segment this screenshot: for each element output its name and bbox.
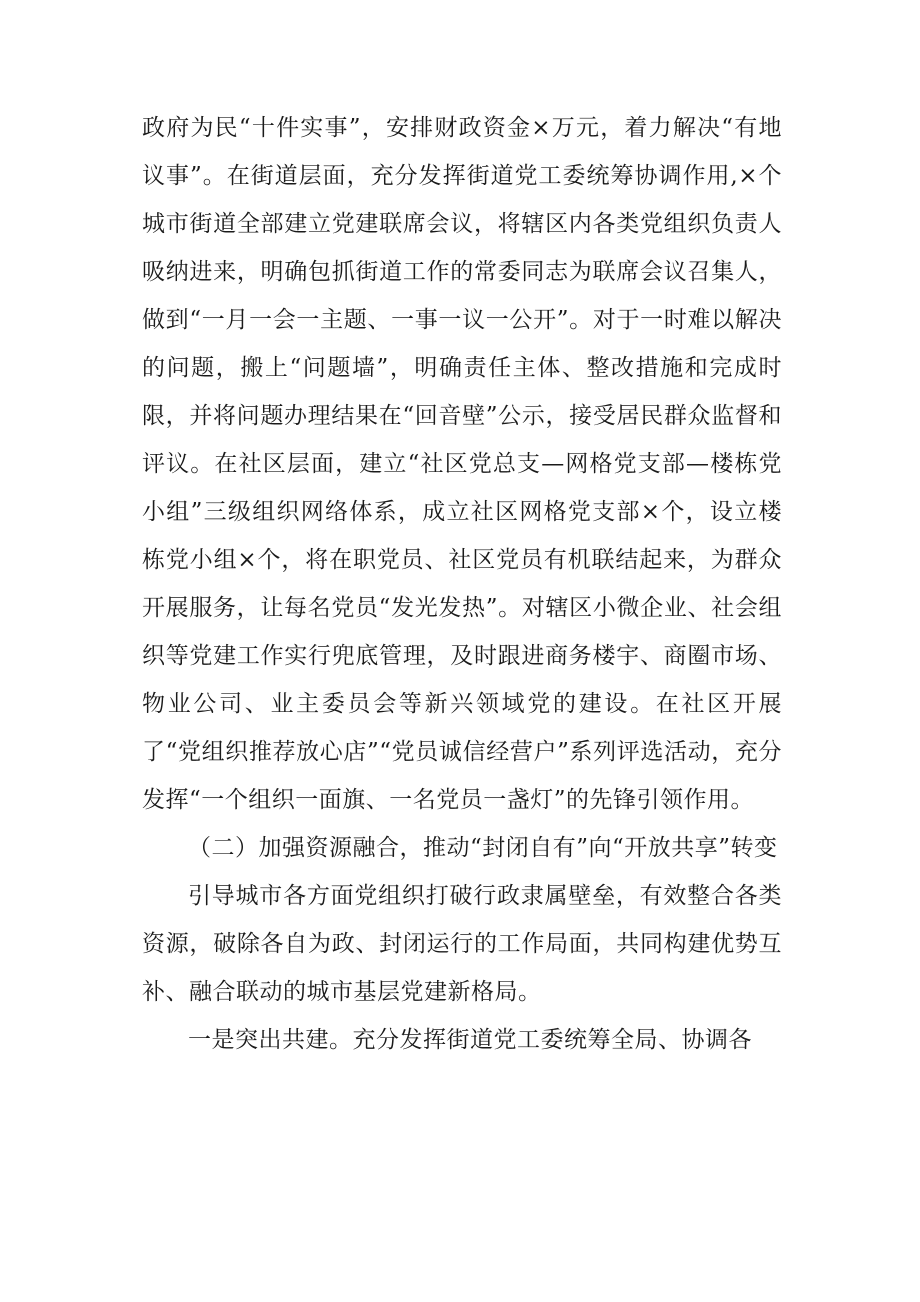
document-body — [142, 104, 782, 1064]
section-heading-2: （二）加强资源融合，推动“封闭自有”向“开放共享”转变 — [188, 835, 778, 861]
body-paragraph-3: 一是突出共建。充分发挥街道党工委统筹全局、协调各 — [188, 1027, 752, 1053]
body-paragraph-1: 政府为民“十件实事”，安排财政资金×万元，着力解决“有地议事”。在街道层面，充分发挥街道党工委统筹协调作用,×个城市街道全部建立党建联席会议，将辖区内各类党组织负责人吸纳进来，明确包抓街道工作的常委同志为联席会议召集人，做到“一月一会一主题、一事一议一公开”。对于一时难以解决的问题，搬上“问题墙”，明确责任主体、整改措施和完成时限，并将问题办理结果在“回音壁”公示，接受居民群众监督和评议。在社区层面，建立“社区党总支—网格党支部—楼栋党小组”三级组织网络体系，成立社区网格党支部×个，设立楼栋党小组×个，将在职党员、社区党员有机联结起来，为群众开展服务，让每名党员“发光发热”。对辖区小微企业、社会组织等党建工作实行兜底管理，及时跟进商务楼宇、商圈市场、物业公司、业主委员会等新兴领域党的建设。在社区开展了“党组织推荐放心店”“党员诚信经营户”系列评选活动，充分发挥“一个组织一面旗、一名党员一盏灯”的先锋引领作用。 — [142, 115, 782, 813]
body-paragraph-2: 引导城市各方面党组织打破行政隶属壁垒，有效整合各类资源，破除各自为政、封闭运行的工作局面，共同构建优势互补、融合联动的城市基层党建新格局。 — [142, 883, 782, 1005]
